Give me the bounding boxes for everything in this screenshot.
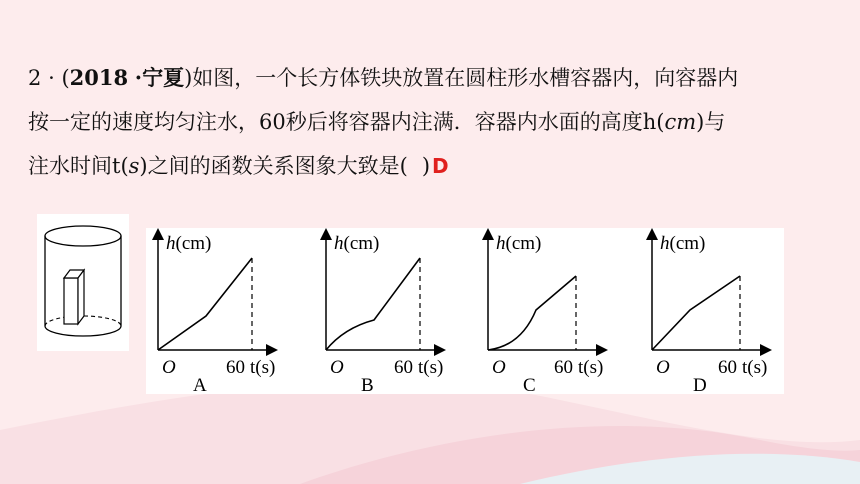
graph-d bbox=[652, 233, 767, 394]
curve bbox=[652, 276, 740, 350]
y-axis-label: h(cm) bbox=[166, 233, 212, 254]
y-axis-label: h(cm) bbox=[334, 233, 380, 254]
x-axis-label: t(s) bbox=[250, 357, 276, 378]
cylinder-with-block-illustration bbox=[37, 214, 129, 351]
question-number: 2 bbox=[28, 66, 42, 90]
source-region: 宁夏 bbox=[142, 65, 185, 90]
answer-mark: D bbox=[432, 154, 449, 178]
y-axis-label: h(cm) bbox=[496, 233, 542, 254]
origin-label: O bbox=[492, 357, 506, 378]
curve bbox=[326, 258, 420, 350]
origin-label: O bbox=[656, 357, 670, 378]
x-axis-label: t(s) bbox=[742, 357, 768, 378]
graph-c bbox=[488, 233, 603, 394]
x-tick-label: 60 bbox=[226, 357, 245, 378]
origin-label: O bbox=[330, 357, 344, 378]
option-label: C bbox=[523, 375, 536, 394]
question-line-1: 2 · (2018 ·宁夏)如图，一个长方体铁块放置在圆柱形水槽容器内，向容器内 bbox=[28, 65, 739, 90]
question-line-2: 按一定的速度均匀注水，60秒后将容器内注满．容器内水面的高度h(cm)与 bbox=[28, 110, 726, 134]
graph-b bbox=[326, 233, 443, 394]
option-label: A bbox=[193, 375, 207, 394]
x-tick-label: 60 bbox=[718, 357, 737, 378]
x-tick-label: 60 bbox=[394, 357, 413, 378]
graphs-panel bbox=[146, 228, 784, 394]
option-label: B bbox=[361, 375, 374, 394]
question-text bbox=[28, 56, 838, 188]
x-axis-label: t(s) bbox=[578, 357, 604, 378]
x-tick-label: 60 bbox=[554, 357, 573, 378]
option-label: D bbox=[693, 375, 707, 394]
curve bbox=[488, 276, 576, 350]
curve bbox=[158, 258, 252, 350]
graph-a bbox=[158, 233, 275, 394]
x-axis-label: t(s) bbox=[418, 357, 444, 378]
container-figure bbox=[37, 214, 129, 351]
origin-label: O bbox=[162, 357, 176, 378]
source-year: 2018 bbox=[69, 65, 129, 90]
graphs-svg bbox=[146, 228, 784, 394]
question-line-3: 注水时间t(s)之间的函数关系图象大致是( ) D bbox=[28, 154, 449, 178]
y-axis-label: h(cm) bbox=[660, 233, 706, 254]
